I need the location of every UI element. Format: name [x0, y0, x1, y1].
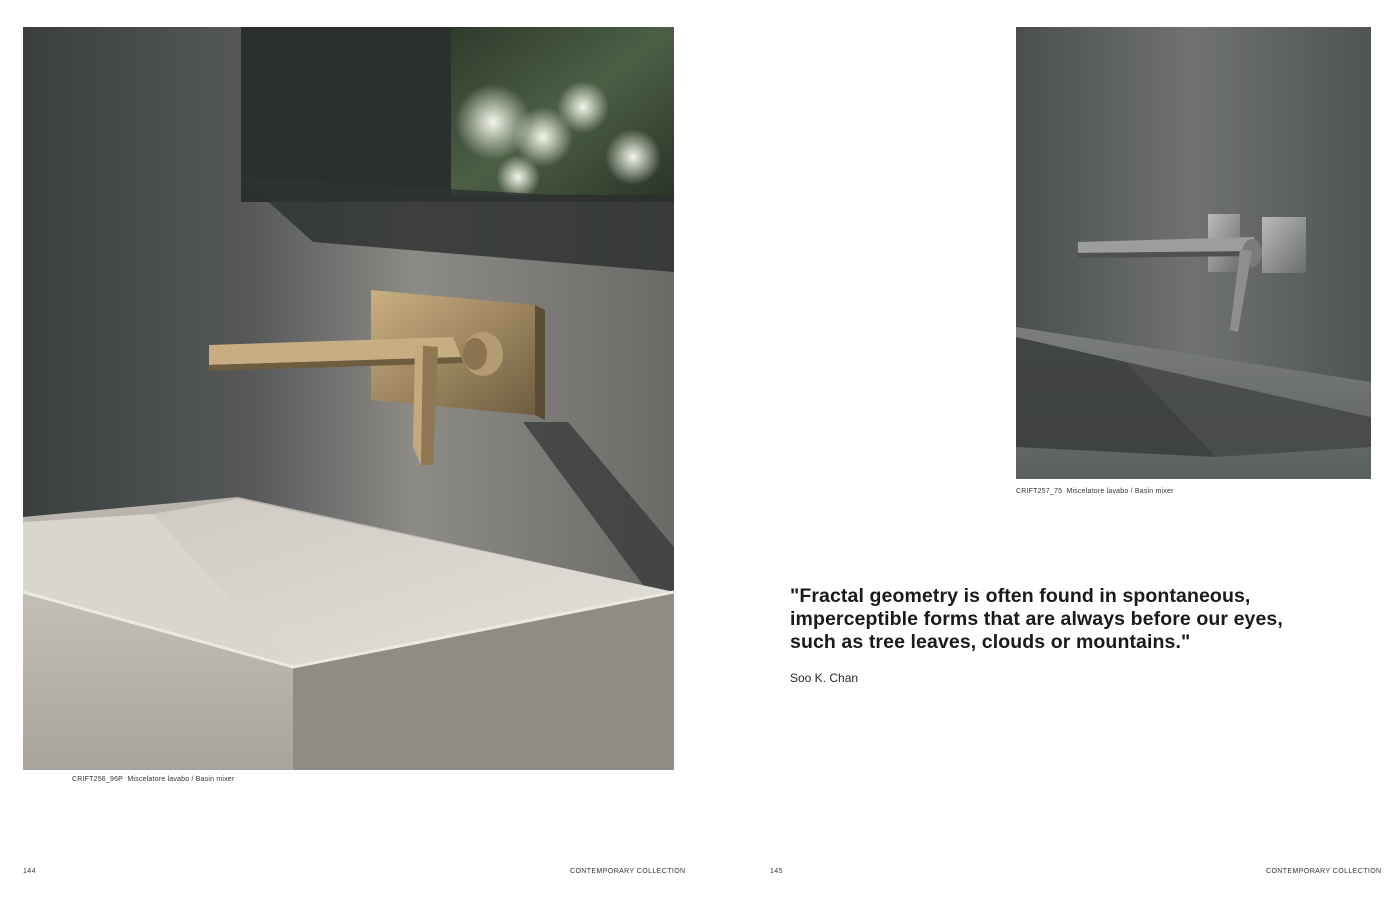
quote-author: Soo K. Chan [790, 671, 859, 685]
right-caption-code: CRIFT257_75 [1016, 488, 1063, 495]
collection-label-left: CONTEMPORARY COLLECTION [570, 868, 686, 875]
pull-quote [790, 585, 1350, 654]
left-caption-text: Miscelatore lavabo / Basin mixer [127, 776, 235, 783]
product-photo-steel-mixer [1016, 27, 1371, 479]
right-caption-text: Miscelatore lavabo / Basin mixer [1066, 488, 1174, 495]
page-number-right: 145 [770, 868, 783, 875]
collection-label-right: CONTEMPORARY COLLECTION [1266, 868, 1382, 875]
right-photo-caption [1016, 488, 1174, 495]
quote-line-2: imperceptible forms that are always before our eyes, [790, 608, 1283, 630]
left-photo-caption [72, 776, 235, 783]
quote-line-1: "Fractal geometry is often found in spontaneous, [790, 585, 1251, 607]
quote-line-3: such as tree leaves, clouds or mountains." [790, 631, 1191, 653]
left-caption-code: CRIFT256_96P [72, 776, 124, 783]
page-number-left: 144 [23, 868, 36, 875]
product-photo-gold-mixer [23, 27, 674, 770]
